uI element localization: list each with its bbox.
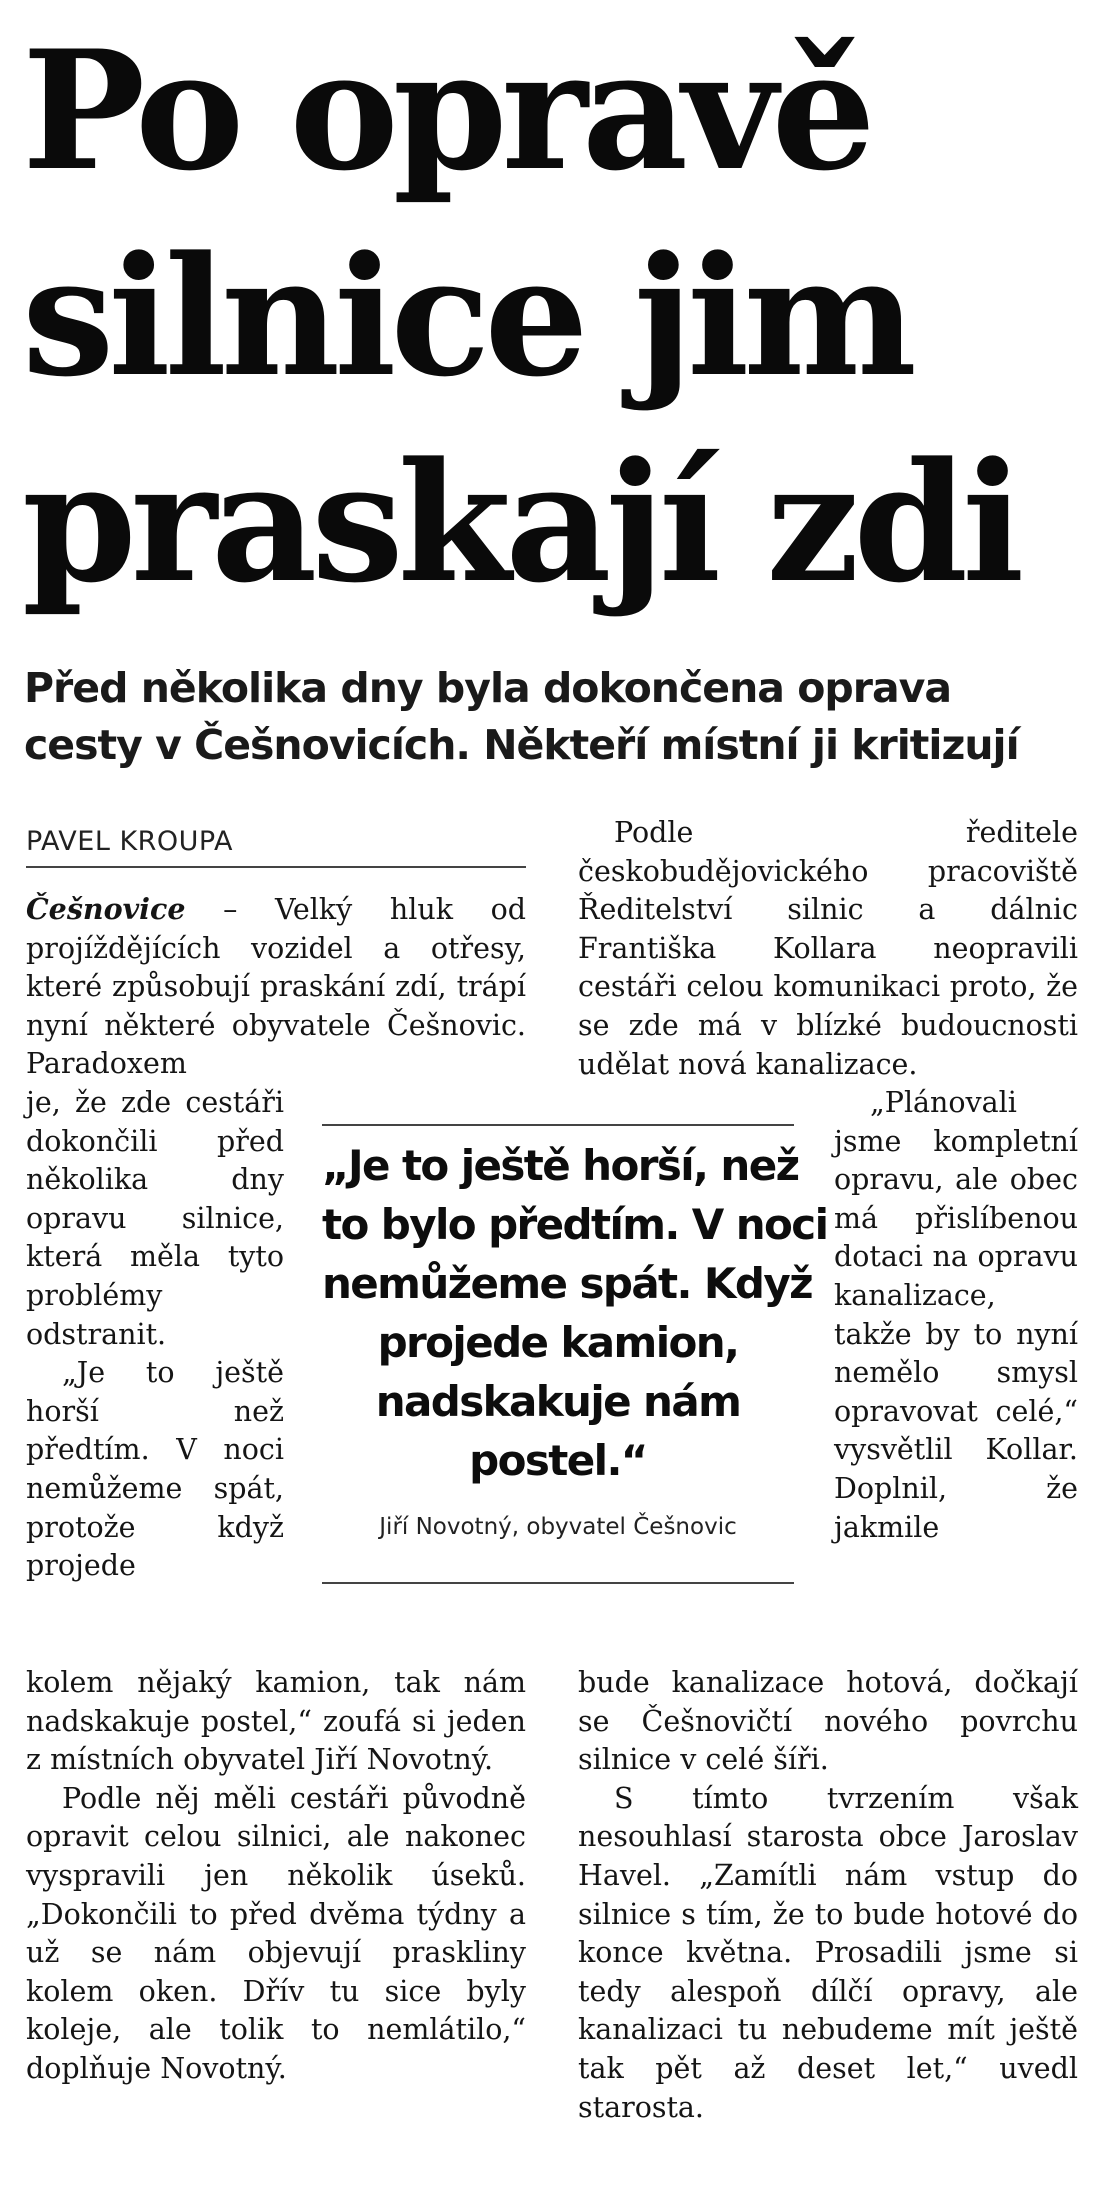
headline <box>22 8 1102 626</box>
pullquote-line-5: nadskakuje nám <box>375 1377 741 1426</box>
subtitle <box>24 660 1104 774</box>
subtitle-line-1: Před několika dny byla dokončena oprava <box>24 664 952 712</box>
left-paragraph-2-start: „Je to ještě horší než předtím. V noci nemůžeme spát, protože když projede <box>26 1356 284 1583</box>
pullquote-line-4: projede kamion, <box>377 1318 739 1367</box>
headline-line-2: silnice jim <box>22 220 911 413</box>
left-paragraph-1-end: je, že zde cestáři dokončili před několika dny opravu silnice, která měla tyto problémy odstranit. <box>26 1086 284 1351</box>
right-column-top <box>578 814 1078 1084</box>
pullquote-bottom-rule <box>322 1582 794 1584</box>
dateline: Češnovice <box>26 892 186 926</box>
author-byline: PAVEL KROUPA <box>26 826 233 857</box>
right-paragraph-2-end: bude kanalizace hotová, dočkají se Češnovičtí nového povrchu silnice v celé šíři. <box>578 1666 1078 1777</box>
byline-rule <box>26 866 526 868</box>
left-paragraph-3: Podle něj měli cestáři původně opravit celou silnici, ale nakonec vyspravili jen několik úseků. „Dokončili to před dvěma týdny a už se nám objevují praskliny kolem oken. Dřív tu sice byly koleje, ale tolik to nemlátilo,“ doplňuje Novotný. <box>26 1781 526 2085</box>
pullquote-text <box>322 1136 828 1490</box>
pullquote-line-3: nemůžeme spát. Když <box>322 1259 812 1308</box>
pullquote-line-1: „Je to ještě horší, než <box>322 1141 799 1190</box>
pullquote-attribution: Jiří Novotný, obyvatel Češnovic <box>379 1514 737 1540</box>
left-column-bottom <box>26 1664 526 2089</box>
subtitle-line-2: cesty v Češnovicích. Někteří místní ji kritizují <box>24 721 1019 769</box>
left-paragraph-2-end: kolem nějaký kamion, tak nám nadskakuje postel,“ zoufá si jeden z místních obyvatel Jiří Novotný. <box>26 1666 526 1777</box>
right-column-bottom <box>578 1664 1078 2127</box>
pullquote <box>322 1136 828 1542</box>
headline-line-3: praskají zdi <box>22 426 1019 619</box>
right-column-narrow <box>834 1084 1078 1547</box>
right-paragraph-2-start: „Plánovali jsme kompletní opravu, ale obec má přislíbenou dotaci na opravu kanalizace, takže by to nyní nemělo smysl opravovat celé,“ vysvětlil Kollar. Doplnil, že jakmile <box>834 1086 1078 1544</box>
pullquote-line-6: postel.“ <box>469 1436 647 1485</box>
headline-line-1: Po opravě <box>22 14 870 207</box>
right-paragraph-1: Podle ředitele českobudějovického pracoviště Ředitelství silnic a dálnic Františka Kollara neopravili cestáři celou komunikaci proto, že se zde má v blízké budoucnosti udělat nová kanalizace. <box>578 816 1078 1081</box>
pullquote-top-rule <box>322 1124 794 1126</box>
pullquote-line-2: to bylo předtím. V noci <box>322 1200 828 1249</box>
left-column-top <box>26 890 526 1084</box>
left-column-narrow <box>26 1084 284 1586</box>
right-paragraph-3: S tímto tvrzením však nesouhlasí starosta obce Jaroslav Havel. „Zamítli nám vstup do silnice s tím, že to bude hotové do konce května. Prosadili jsme si tedy alespoň dílčí opravy, ale kanalizaci tu nebudeme mít ještě tak pět až deset let,“ uvedl starosta. <box>578 1781 1078 2124</box>
left-paragraph-1-start: – Velký hluk od projíždějících vozidel a otřesy, které způsobují praskání zdí, trápí nyní některé obyvatele Češnovic. Paradoxem <box>26 893 526 1081</box>
